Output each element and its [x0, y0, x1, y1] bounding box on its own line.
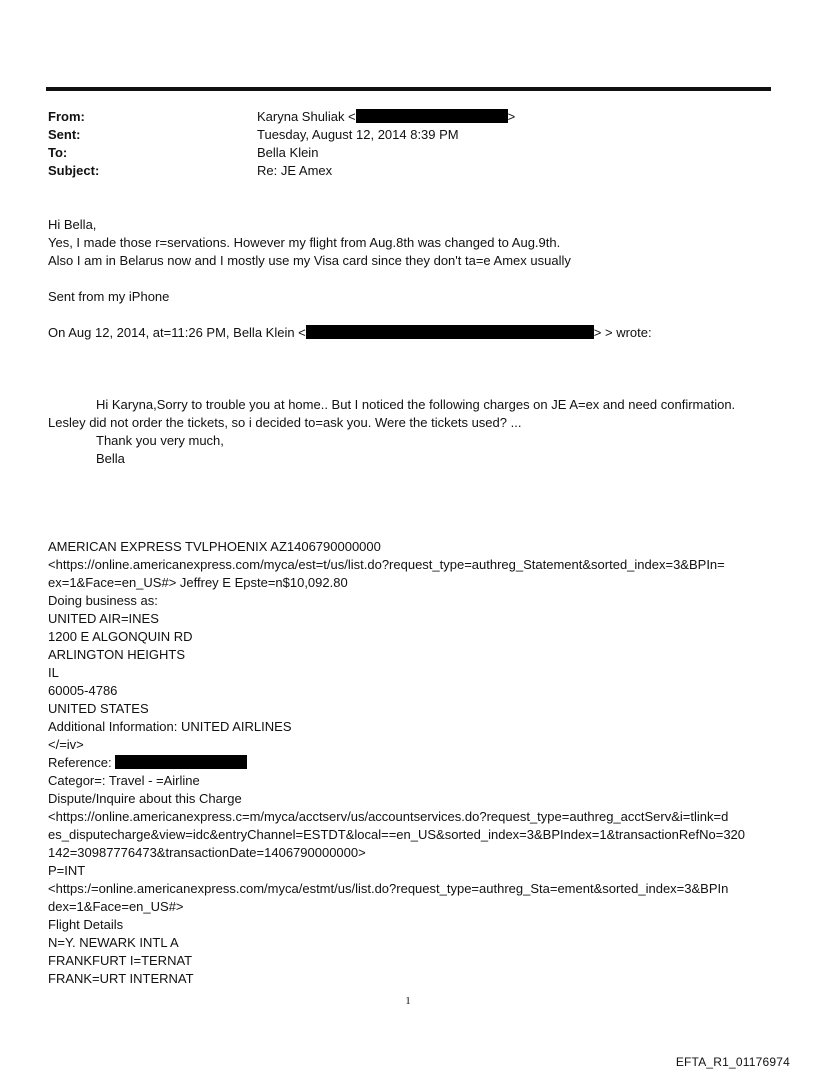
- from-label: From:: [48, 109, 85, 124]
- page-number: 1: [405, 995, 411, 1007]
- charge-line: Dispute/Inquire about this Charge: [48, 791, 242, 806]
- sent-value: Tuesday, August 12, 2014 8:39 PM: [257, 127, 459, 142]
- redaction-box: [115, 755, 247, 769]
- charge-line: Flight Details: [48, 917, 124, 932]
- charge-line: IL: [48, 665, 59, 680]
- charge-line: Additional Information: UNITED AIRLINES: [48, 719, 292, 734]
- subject-label: Subject:: [48, 163, 100, 178]
- charge-line: es_disputecharge&view=idc&entryChannel=ESTDT&local==en_US&sorted_index=3&BPIndex=1&transactionRefNo=320: [48, 827, 746, 842]
- charge-line: ARLINGTON HEIGHTS: [48, 647, 186, 662]
- signature: Sent from my iPhone: [48, 289, 170, 304]
- to-label: To:: [48, 145, 68, 160]
- quoted-line: Hi Karyna,Sorry to trouble you at home.. But I noticed the following charges on JE A=ex and need confirmation.: [96, 397, 736, 412]
- document-id: EFTA_R1_01176974: [675, 1055, 790, 1069]
- redaction-box: [306, 325, 594, 339]
- charge-line: <https://online.americanexpress.c=m/myca/acctserv/us/accountservices.do?request_type=authreg_acctServ&i=tlink=d: [48, 809, 729, 824]
- charge-line: 142=30987776473&transactionDate=1406790000000>: [48, 845, 366, 860]
- redaction-box: [356, 109, 508, 123]
- from-value: Karyna Shuliak < >: [257, 109, 516, 124]
- quoted-line: Bella: [96, 451, 125, 466]
- quoted-line: Lesley did not order the tickets, so i decided to=ask you. Were the tickets used? ...: [48, 415, 522, 430]
- to-value: Bella Klein: [257, 145, 319, 160]
- header-rule: [46, 87, 771, 91]
- charge-line: 60005-4786: [48, 683, 118, 698]
- charge-line: FRANKFURT I=TERNAT: [48, 953, 193, 968]
- greeting: Hi Bella,: [48, 217, 97, 232]
- body-paragraph: Also I am in Belarus now and I mostly use my Visa card since they don't ta=e Amex usually: [48, 253, 571, 268]
- quote-intro: On Aug 12, 2014, at=11:26 PM, Bella Klein < > > wrote:: [48, 325, 652, 340]
- charge-line: FRANK=URT INTERNAT: [48, 971, 194, 986]
- charge-line: AMERICAN EXPRESS TVLPHOENIX AZ1406790000000: [48, 539, 381, 554]
- charge-line: <https:/=online.americanexpress.com/myca/estmt/us/list.do?request_type=authreg_Sta=ement&sorted_index=3&BPIn: [48, 881, 729, 896]
- sent-label: Sent:: [48, 127, 81, 142]
- charge-line: UNITED STATES: [48, 701, 149, 716]
- charge-line: UNITED AIR=INES: [48, 611, 159, 626]
- charge-line: 1200 E ALGONQUIN RD: [48, 629, 193, 644]
- charge-line: <https://online.americanexpress.com/myca/est=t/us/list.do?request_type=authreg_Statement&sorted_index=3&BPIn=: [48, 557, 725, 572]
- charge-line: </=iv>: [48, 737, 84, 752]
- quoted-line: Thank you very much,: [96, 433, 224, 448]
- reference-line: Reference:: [48, 754, 247, 772]
- charge-line: P=INT: [48, 863, 86, 878]
- charge-line: Doing business as:: [48, 593, 158, 608]
- charge-line: ex=1&Face=en_US#> Jeffrey E Epste=n$10,092.80: [48, 575, 348, 590]
- charge-line: N=Y. NEWARK INTL A: [48, 935, 179, 950]
- subject-value: Re: JE Amex: [257, 163, 333, 178]
- body-paragraph: Yes, I made those r=servations. However my flight from Aug.8th was changed to Aug.9th.: [48, 235, 561, 250]
- charge-line: Categor=: Travel - =Airline: [48, 773, 200, 788]
- charge-line: dex=1&Face=en_US#>: [48, 899, 184, 914]
